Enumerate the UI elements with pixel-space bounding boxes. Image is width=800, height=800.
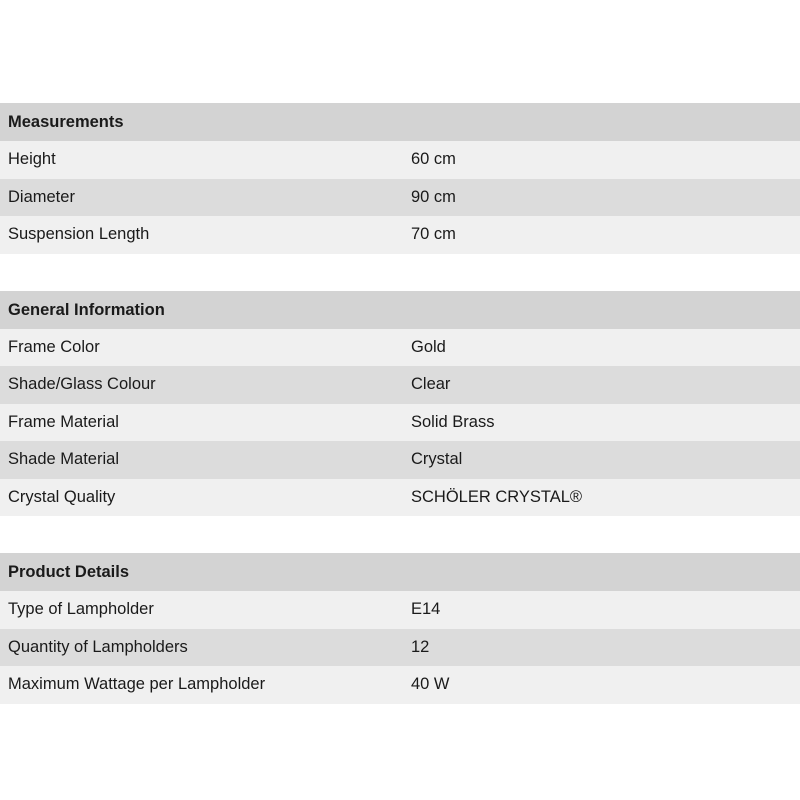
spec-row-suspension-length bbox=[0, 216, 800, 254]
section-rows bbox=[0, 591, 800, 704]
section-header: General Information bbox=[0, 291, 800, 329]
spec-value: Crystal bbox=[411, 450, 463, 468]
spec-label: Crystal Quality bbox=[8, 487, 116, 506]
spec-value: 60 cm bbox=[411, 150, 456, 168]
spec-row-shade-glass-colour bbox=[0, 366, 800, 404]
spec-value: 40 W bbox=[411, 675, 450, 693]
spec-value: SCHÖLER CRYSTAL® bbox=[411, 487, 583, 506]
spec-label: Diameter bbox=[8, 187, 75, 206]
spec-row-type-of-lampholder bbox=[0, 591, 800, 629]
spec-label: Type of Lampholder bbox=[8, 600, 154, 618]
spec-label: Suspension Length bbox=[8, 225, 150, 243]
spec-label: Shade Material bbox=[8, 450, 119, 468]
spec-row-shade-material bbox=[0, 441, 800, 479]
spec-value: Clear bbox=[411, 375, 451, 393]
section-product-details bbox=[0, 553, 800, 704]
spec-row-height bbox=[0, 141, 800, 179]
spec-label: Height bbox=[8, 150, 56, 168]
spec-row-crystal-quality bbox=[0, 479, 800, 517]
section-measurements bbox=[0, 103, 800, 254]
spec-row-frame-color bbox=[0, 329, 800, 367]
section-rows bbox=[0, 141, 800, 254]
spec-value: E14 bbox=[411, 600, 441, 618]
spec-value: 12 bbox=[411, 637, 430, 656]
section-header: Product Details bbox=[0, 553, 800, 591]
spec-label: Frame Material bbox=[8, 412, 119, 431]
spec-row-frame-material bbox=[0, 404, 800, 442]
spec-value: 70 cm bbox=[411, 225, 456, 243]
section-header: Measurements bbox=[0, 103, 800, 141]
section-general-information bbox=[0, 291, 800, 517]
spec-value: Gold bbox=[411, 337, 446, 356]
spec-value: Solid Brass bbox=[411, 412, 495, 431]
spec-label: Maximum Wattage per Lampholder bbox=[8, 675, 266, 693]
section-rows bbox=[0, 329, 800, 517]
spec-row-diameter bbox=[0, 179, 800, 217]
spec-label: Shade/Glass Colour bbox=[8, 375, 156, 393]
spec-value: 90 cm bbox=[411, 187, 456, 206]
spec-row-quantity-of-lampholders bbox=[0, 629, 800, 667]
spec-label: Quantity of Lampholders bbox=[8, 637, 188, 656]
spec-label: Frame Color bbox=[8, 337, 100, 356]
spec-row-maximum-wattage bbox=[0, 666, 800, 704]
